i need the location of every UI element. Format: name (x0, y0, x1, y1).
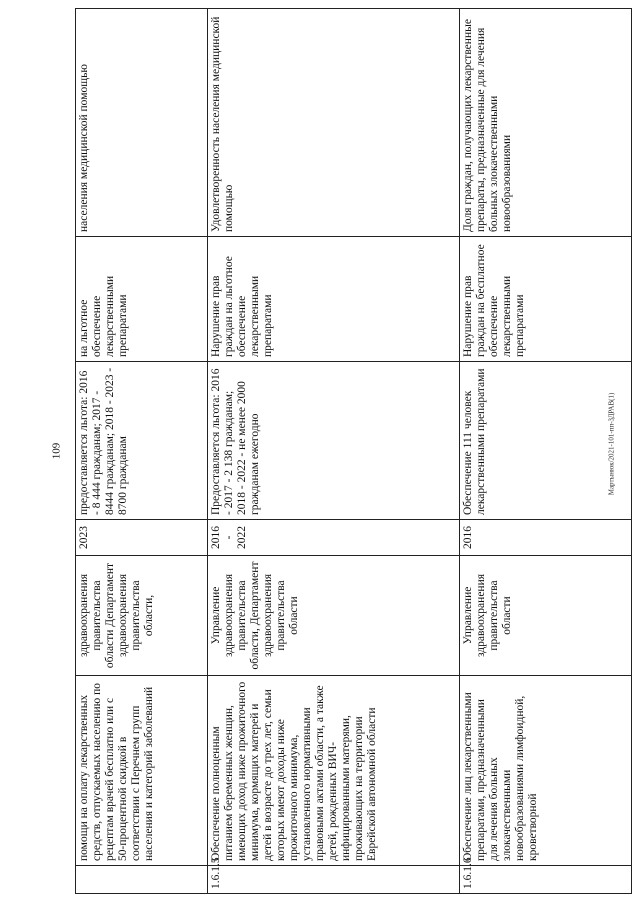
row-number: 1.6.1.6 (460, 866, 632, 894)
executor-cell: Управление здравоохранения правительства области (460, 556, 632, 676)
relation-cell: Удовлетворенность населения медицинской помощью (208, 9, 460, 237)
executor-cell: здравоохранения правительства области Департамент здравоохранения правительства области, (76, 556, 208, 676)
result-cell: предоставляется льгота: 2016 - 8 444 гражданам; 2017 - 8444 гражданам; 2018 - 2023 - 8700 гражданам (76, 362, 208, 520)
result-cell: Предоставляется льгота: 2016 - 2017 - 2 138 гражданам; 2018 - 2022 - не менее 2000 гражданам ежегодно (208, 362, 460, 520)
row-number: 1.6.1.5 (208, 866, 460, 894)
result-cell: Обеспечение 111 человек лекарственными препаратами (460, 362, 632, 520)
event-cell: помощи на оплату лекарственных средств, отпускаемых населению по рецептам врачей бесплатно или с 50-процентной скидкой в соответствии с Перечнем групп населения и категорий заболеваний (76, 676, 208, 866)
document-footer: Мартынюк/2021-101-пп-ЗДРАВ(1) (607, 392, 616, 496)
period-cell: 2016 - 2022 (208, 520, 460, 556)
event-cell: Обеспечение полноценным питанием беременных женщин, имеющих доход ниже прожиточного минимума, кормящих матерей и детей в возрасте до трех лет, семьи которых имеют доходы ниже прожиточного минимума, установленного нормативными правовыми актами области, а также детей, рожденных ВИЧ-инфицированными матерями, проживающих на территории Еврейской автономной области (208, 676, 460, 866)
event-cell: Обеспечение лиц лекарственными препаратами, предназначенными для лечения больных злокачественными новообразованиями лимфоидной, кроветворной (460, 676, 632, 866)
relation-cell: населения медицинской помощью (76, 9, 208, 237)
row-number (76, 866, 208, 894)
page-number: 109 (50, 442, 63, 460)
period-cell: 2023 (76, 520, 208, 556)
table-row (76, 9, 208, 894)
period-cell: 2016 (460, 520, 632, 556)
executor-cell: Управление здравоохранения правительства области, Департамент здравоохранения правительства области (208, 556, 460, 676)
table-row (460, 9, 632, 894)
table-row (208, 9, 460, 894)
consequences-cell: на льготное обеспечение лекарственными препаратами (76, 237, 208, 362)
rotated-table-wrapper (75, 9, 631, 894)
program-table (75, 8, 632, 894)
consequences-cell: Нарушение прав граждан на бесплатное обеспечение лекарственными препаратами (460, 237, 632, 362)
consequences-cell: Нарушение прав граждан на льготное обеспечение лекарственными препаратами (208, 237, 460, 362)
relation-cell: Доля граждан, получающих лекарственные препараты, предназначенные для лечения больных злокачественными новообразованиями (460, 9, 632, 237)
